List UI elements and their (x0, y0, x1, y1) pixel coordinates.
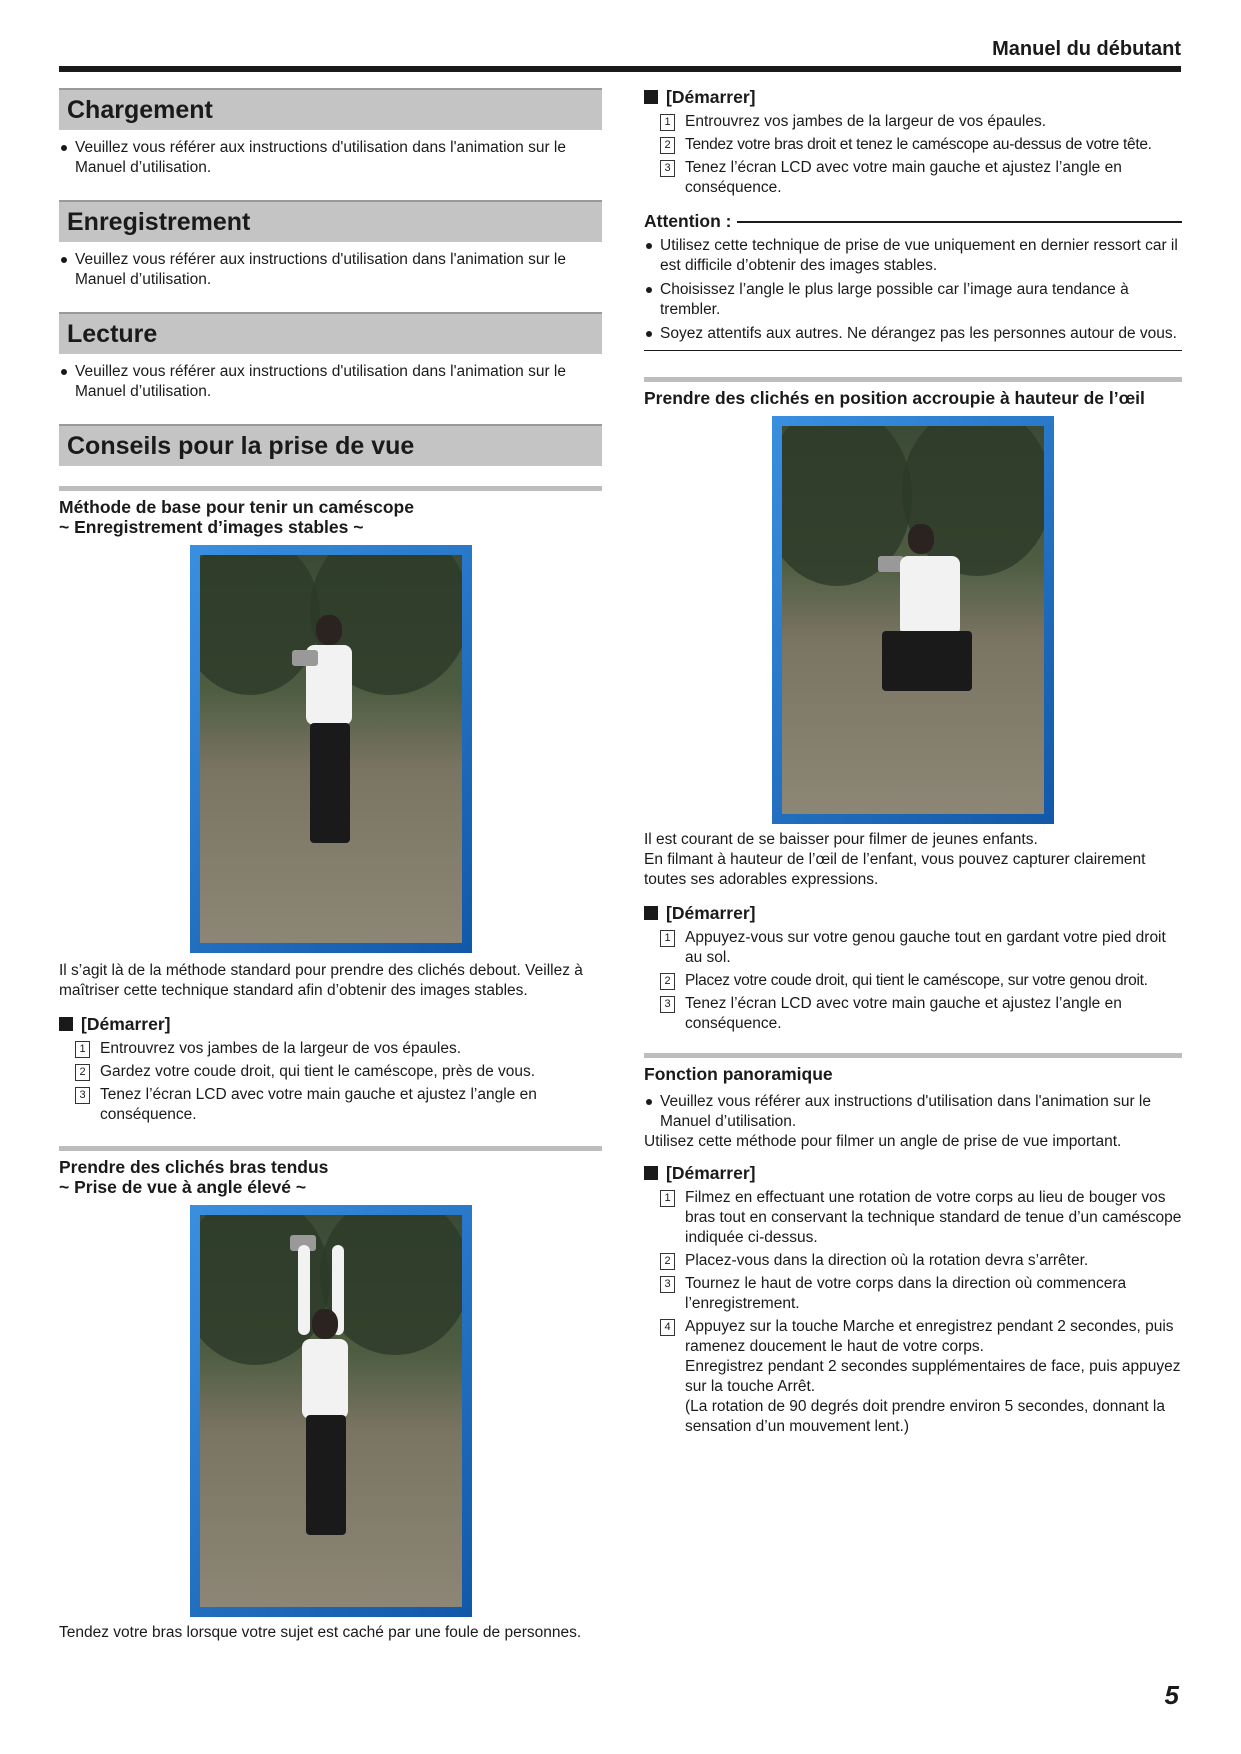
step-text: Tenez l’écran LCD avec votre main gauche et ajustez l’angle en conséquence. (685, 995, 1122, 1032)
bras-step (660, 112, 1182, 132)
bras-caption: Tendez votre bras lorsque votre sujet est caché par une foule de personnes. (59, 1624, 582, 1641)
bras-steps (660, 112, 1182, 198)
attention-bullet: Soyez attentifs aux autres. Ne dérangez pas les personnes autour de vous. (644, 324, 1182, 344)
accroupie-caption-1: Il est courant de se baisser pour filmer de jeunes enfants. (644, 831, 1038, 848)
section-title-conseils: Conseils pour la prise de vue (59, 424, 602, 466)
panoramique-step (660, 1251, 1182, 1271)
accroupie-steps (660, 928, 1182, 1034)
methode-caption: Il s’agit là de la méthode standard pour prendre des clichés debout. Veillez à maîtriser cette technique standard afin d’obtenir des images stables. (59, 962, 583, 999)
step4-line1: Appuyez sur la touche Marche et enregistrez pendant 2 secondes, puis ramenez doucement le haut de votre corps. (685, 1318, 1174, 1355)
step-text: Placez-vous dans la direction où la rotation devra s’arrêter. (685, 1252, 1089, 1269)
methode-start-label: [Démarrer] (81, 1014, 171, 1034)
panoramique-start-heading (644, 1162, 1182, 1184)
left-column (59, 88, 602, 1643)
black-square-icon (644, 90, 658, 104)
page-number: 5 (1164, 1680, 1179, 1710)
step-text: Appuyez-vous sur votre genou gauche tout en gardant votre pied droit au sol. (685, 929, 1166, 966)
attention-box (644, 211, 1182, 351)
panoramique-step (660, 1188, 1182, 1248)
accroupie-heading: Prendre des clichés en position accroupie à hauteur de l’œil (644, 377, 1182, 408)
methode-heading (59, 486, 602, 537)
bras-start-heading (644, 86, 1182, 108)
step-number-2: 2 (660, 137, 675, 154)
black-square-icon (644, 906, 658, 920)
photo-arms-raised-image (200, 1215, 462, 1607)
accroupie-step (660, 928, 1182, 968)
header-rule (59, 66, 1181, 72)
step-text: Gardez votre coude droit, qui tient le caméscope, près de vous. (100, 1063, 536, 1080)
step-text: Placez votre coude droit, qui tient le caméscope, sur votre genou droit. (685, 972, 1148, 989)
methode-step (75, 1062, 602, 1082)
section-title-enregistrement: Enregistrement (59, 200, 602, 242)
photo-crouching (772, 416, 1054, 824)
methode-heading-line1: Méthode de base pour tenir un caméscope (59, 497, 414, 517)
accroupie-start-heading (644, 902, 1182, 924)
step-number-1: 1 (660, 930, 675, 947)
step-number-1: 1 (660, 1190, 675, 1207)
section-title-lecture: Lecture (59, 312, 602, 354)
attention-heading (644, 211, 1182, 232)
panoramique-steps (660, 1188, 1182, 1437)
step-text: Entrouvrez vos jambes de la largeur de vos épaules. (685, 113, 1047, 130)
black-square-icon (59, 1017, 73, 1031)
step-number-1: 1 (660, 114, 675, 131)
methode-steps (75, 1039, 602, 1125)
step-number-3: 3 (660, 1276, 675, 1293)
attention-rule (737, 221, 1182, 223)
right-column (644, 86, 1182, 1440)
accroupie-caption-2: En filmant à hauteur de l’œil de l’enfant, vous pouvez capturer clairement toutes ses adorables expressions. (644, 851, 1146, 888)
accroupie-step (660, 994, 1182, 1034)
methode-heading-line2: ~ Enregistrement d’images stables ~ (59, 517, 364, 537)
step-number-1: 1 (75, 1041, 90, 1058)
methode-start-heading (59, 1013, 602, 1035)
panoramique-note: Utilisez cette méthode pour filmer un angle de prise de vue important. (644, 1133, 1122, 1150)
methode-step (75, 1039, 602, 1059)
bras-step (660, 158, 1182, 198)
step-number-2: 2 (660, 973, 675, 990)
attention-bullet: Choisissez l’angle le plus large possible car l’image aura tendance à trembler. (644, 280, 1182, 320)
step-number-3: 3 (660, 996, 675, 1013)
panoramique-bullet: Veuillez vous référer aux instructions d'utilisation dans l'animation sur le Manuel d’utilisation. (644, 1092, 1182, 1132)
section-title-chargement: Chargement (59, 88, 602, 130)
bras-step (660, 135, 1182, 155)
accroupie-start-label: [Démarrer] (666, 903, 756, 923)
photo-arms-raised (190, 1205, 472, 1617)
page-header-title: Manuel du débutant (992, 38, 1181, 60)
accroupie-step (660, 971, 1182, 991)
step-number-2: 2 (75, 1064, 90, 1081)
step-text: Entrouvrez vos jambes de la largeur de vos épaules. (100, 1040, 462, 1057)
bras-heading-line2: ~ Prise de vue à angle élevé ~ (59, 1177, 307, 1197)
panoramique-start-label: [Démarrer] (666, 1163, 756, 1183)
step-number-2: 2 (660, 1253, 675, 1270)
step-text: Tendez votre bras droit et tenez le caméscope au-dessus de votre tête. (685, 136, 1152, 153)
step-text: Tournez le haut de votre corps dans la direction où commencera l’enregistrement. (685, 1275, 1127, 1312)
step-text: Filmez en effectuant une rotation de votre corps au lieu de bouger vos bras tout en conservant la technique standard de tenue d’un caméscope indiquée ci-dessus. (685, 1189, 1182, 1246)
step-number-3: 3 (660, 160, 675, 177)
lecture-bullet: Veuillez vous référer aux instructions d'utilisation dans l'animation sur le Manuel d’utilisation. (59, 362, 602, 402)
methode-step (75, 1085, 602, 1125)
step-text (685, 1317, 1182, 1437)
enregistrement-bullet: Veuillez vous référer aux instructions d'utilisation dans l'animation sur le Manuel d’utilisation. (59, 250, 602, 290)
step4-line2: Enregistrez pendant 2 secondes supplémentaires de face, puis appuyez sur la touche Arrêt. (685, 1358, 1181, 1395)
attention-title: Attention : (644, 211, 732, 231)
photo-standing-image (200, 555, 462, 943)
panoramique-step (660, 1274, 1182, 1314)
chargement-bullet: Veuillez vous référer aux instructions d'utilisation dans l'animation sur le Manuel d’utilisation. (59, 138, 602, 178)
step4-line3: (La rotation de 90 degrés doit prendre environ 5 secondes, donnant la sensation d’un mouvement lent.) (685, 1398, 1165, 1435)
photo-standing (190, 545, 472, 953)
bras-heading-line1: Prendre des clichés bras tendus (59, 1157, 329, 1177)
photo-crouching-image (782, 426, 1044, 814)
panoramique-step (660, 1317, 1182, 1437)
step-text: Tenez l’écran LCD avec votre main gauche et ajustez l’angle en conséquence. (685, 159, 1122, 196)
bras-start-label: [Démarrer] (666, 87, 756, 107)
bras-heading (59, 1146, 602, 1197)
black-square-icon (644, 1166, 658, 1180)
step-text: Tenez l’écran LCD avec votre main gauche et ajustez l’angle en conséquence. (100, 1086, 537, 1123)
step-number-3: 3 (75, 1087, 90, 1104)
step-number-4: 4 (660, 1319, 675, 1336)
panoramique-heading: Fonction panoramique (644, 1053, 1182, 1084)
attention-bullet: Utilisez cette technique de prise de vue uniquement en dernier ressort car il est difficile d’obtenir des images stables. (644, 236, 1182, 276)
